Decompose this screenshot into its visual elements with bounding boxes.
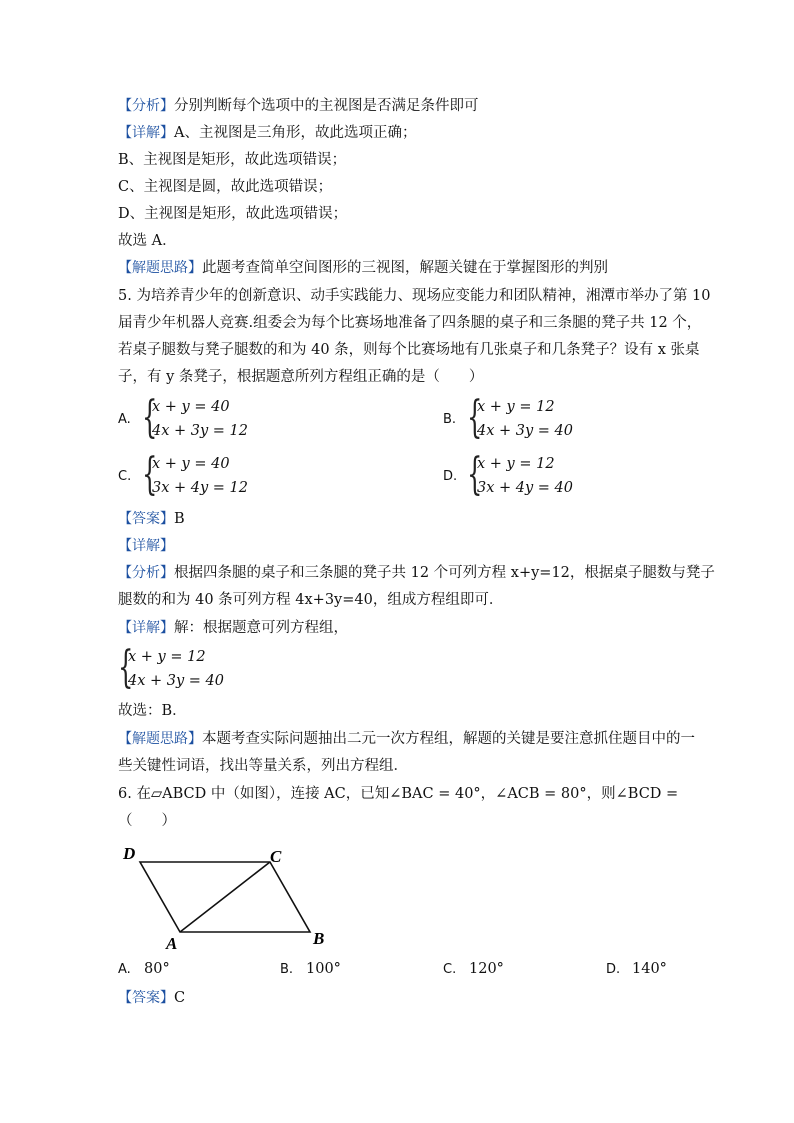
equation-2: 3x + 4y = 12	[152, 480, 249, 496]
q4-analysis-line	[118, 96, 479, 116]
equation-1: x + y = 40	[152, 399, 230, 415]
option-label: D.	[443, 469, 458, 484]
equation-1: x + y = 12	[477, 456, 555, 472]
parallelogram-figure	[118, 840, 338, 952]
q4-idea-text: 此题考查简单空间图形的三视图，解题关键在于掌握图形的判别	[202, 260, 608, 276]
q4-detail-line	[118, 123, 416, 143]
option-label: B.	[443, 412, 457, 427]
equation-system	[142, 449, 342, 501]
q5-choose: 故选：B．	[118, 703, 187, 719]
brace-icon: {	[142, 449, 158, 500]
q5-solve-line	[118, 618, 348, 638]
equation-2: 3x + 4y = 40	[477, 480, 574, 496]
brace-icon: {	[118, 642, 134, 693]
vertex-label-c: C	[270, 847, 282, 866]
q5-detail-heading	[118, 536, 174, 556]
answer-tag: 【答案】	[118, 511, 174, 527]
q5-idea-2: 些关键性词语，找出等量关系，列出方程组．	[118, 758, 408, 774]
idea-tag: 【解题思路】	[118, 731, 202, 747]
brace-icon: {	[467, 392, 483, 443]
vertex-label-b: B	[313, 929, 325, 948]
option-label: A.	[118, 962, 131, 977]
q6-option-a[interactable]	[118, 961, 238, 981]
q6-option-c[interactable]	[443, 961, 563, 981]
vertex-label-a: A	[166, 934, 178, 952]
q4-analysis-text: 分别判断每个选项中的主视图是否满足条件即可	[174, 98, 479, 114]
q5-idea-line-1	[118, 729, 695, 749]
q4-detail-a: A、主视图是三角形，故此选项正确；	[174, 125, 417, 141]
option-value: 140°	[632, 961, 667, 977]
analysis-tag: 【分析】	[118, 98, 174, 114]
analysis-tag: 【分析】	[118, 565, 174, 581]
q5-option-a[interactable]	[118, 392, 418, 444]
q5-solution-system	[118, 642, 318, 694]
option-label: B.	[280, 962, 294, 977]
brace-icon: {	[142, 392, 158, 443]
q4-choose: 故选 A．	[118, 233, 177, 249]
q6-stem-2: （ ）	[118, 813, 176, 829]
equation-system	[142, 392, 342, 444]
q5-answer-line	[118, 509, 185, 529]
q5-solve-text: 解：根据题意可列方程组，	[174, 620, 348, 636]
q5-stem-1: 5. 为培养青少年的创新意识、动手实践能力、现场应变能力和团队精神，湘潭市举办了第 10	[118, 288, 711, 304]
q4-idea-line	[118, 258, 608, 278]
answer-tag: 【答案】	[118, 990, 174, 1006]
vertex-label-d: D	[123, 844, 136, 863]
q4-detail-c: C、主视图是圆，故此选项错误；	[118, 179, 333, 195]
q6-option-d[interactable]	[606, 961, 696, 981]
equation-2: 4x + 3y = 40	[128, 673, 225, 689]
q5-option-d[interactable]	[443, 449, 663, 501]
q5-analysis-1: 根据四条腿的桌子和三条腿的凳子共 12 个可列方程 x+y=12，根据桌子腿数与凳子	[174, 565, 715, 581]
option-label: C.	[118, 469, 132, 484]
equation-2: 4x + 3y = 40	[477, 423, 574, 439]
option-value: 80°	[144, 961, 170, 977]
q6-answer: C	[174, 990, 186, 1006]
diagonal-ac	[180, 862, 270, 932]
detail-tag: 【详解】	[118, 125, 174, 141]
idea-tag: 【解题思路】	[118, 260, 202, 276]
q6-option-b[interactable]	[280, 961, 400, 981]
q6-answer-line	[118, 988, 185, 1008]
option-value: 100°	[306, 961, 341, 977]
q5-option-b[interactable]	[443, 392, 663, 444]
q5-stem-2: 届青少年机器人竞赛.组委会为每个比赛场地准备了四条腿的桌子和三条腿的凳子共 12 个，	[118, 315, 702, 331]
q5-idea-1: 本题考查实际问题抽出二元一次方程组，解题的关键是要注意抓住题目中的一	[202, 731, 695, 747]
detail-tag: 【详解】	[118, 620, 174, 636]
equation-2: 4x + 3y = 12	[152, 423, 249, 439]
option-value: 120°	[469, 961, 504, 977]
equation-system	[467, 392, 647, 444]
option-label: C.	[443, 962, 457, 977]
q5-option-c[interactable]	[118, 449, 418, 501]
detail-tag: 【详解】	[118, 538, 174, 554]
option-label: A.	[118, 412, 131, 427]
q6-stem-1: 6. 在▱ABCD 中（如图），连接 AC，已知∠BAC = 40°，∠ACB = 80°，则∠BCD =	[118, 786, 679, 802]
q5-analysis-2: 腿数的和为 40 条可列方程 4x+3y=40，组成方程组即可．	[118, 592, 504, 608]
q5-analysis-line-1	[118, 563, 715, 583]
brace-icon: {	[467, 449, 483, 500]
option-label: D.	[606, 962, 621, 977]
equation-1: x + y = 12	[477, 399, 555, 415]
q5-stem-3: 若桌子腿数与凳子腿数的和为 40 条，则每个比赛场地有几张桌子和几条凳子？设有 x 张桌	[118, 342, 700, 358]
q5-answer: B	[174, 511, 185, 527]
equation-1: x + y = 40	[152, 456, 230, 472]
q4-detail-b: B、主视图是矩形，故此选项错误；	[118, 152, 347, 168]
q4-detail-d: D、主视图是矩形，故此选项错误；	[118, 206, 348, 222]
equation-1: x + y = 12	[128, 649, 206, 665]
q5-stem-4: 子，有 y 条凳子，根据题意所列方程组正确的是（ ）	[118, 369, 484, 385]
equation-system	[467, 449, 647, 501]
